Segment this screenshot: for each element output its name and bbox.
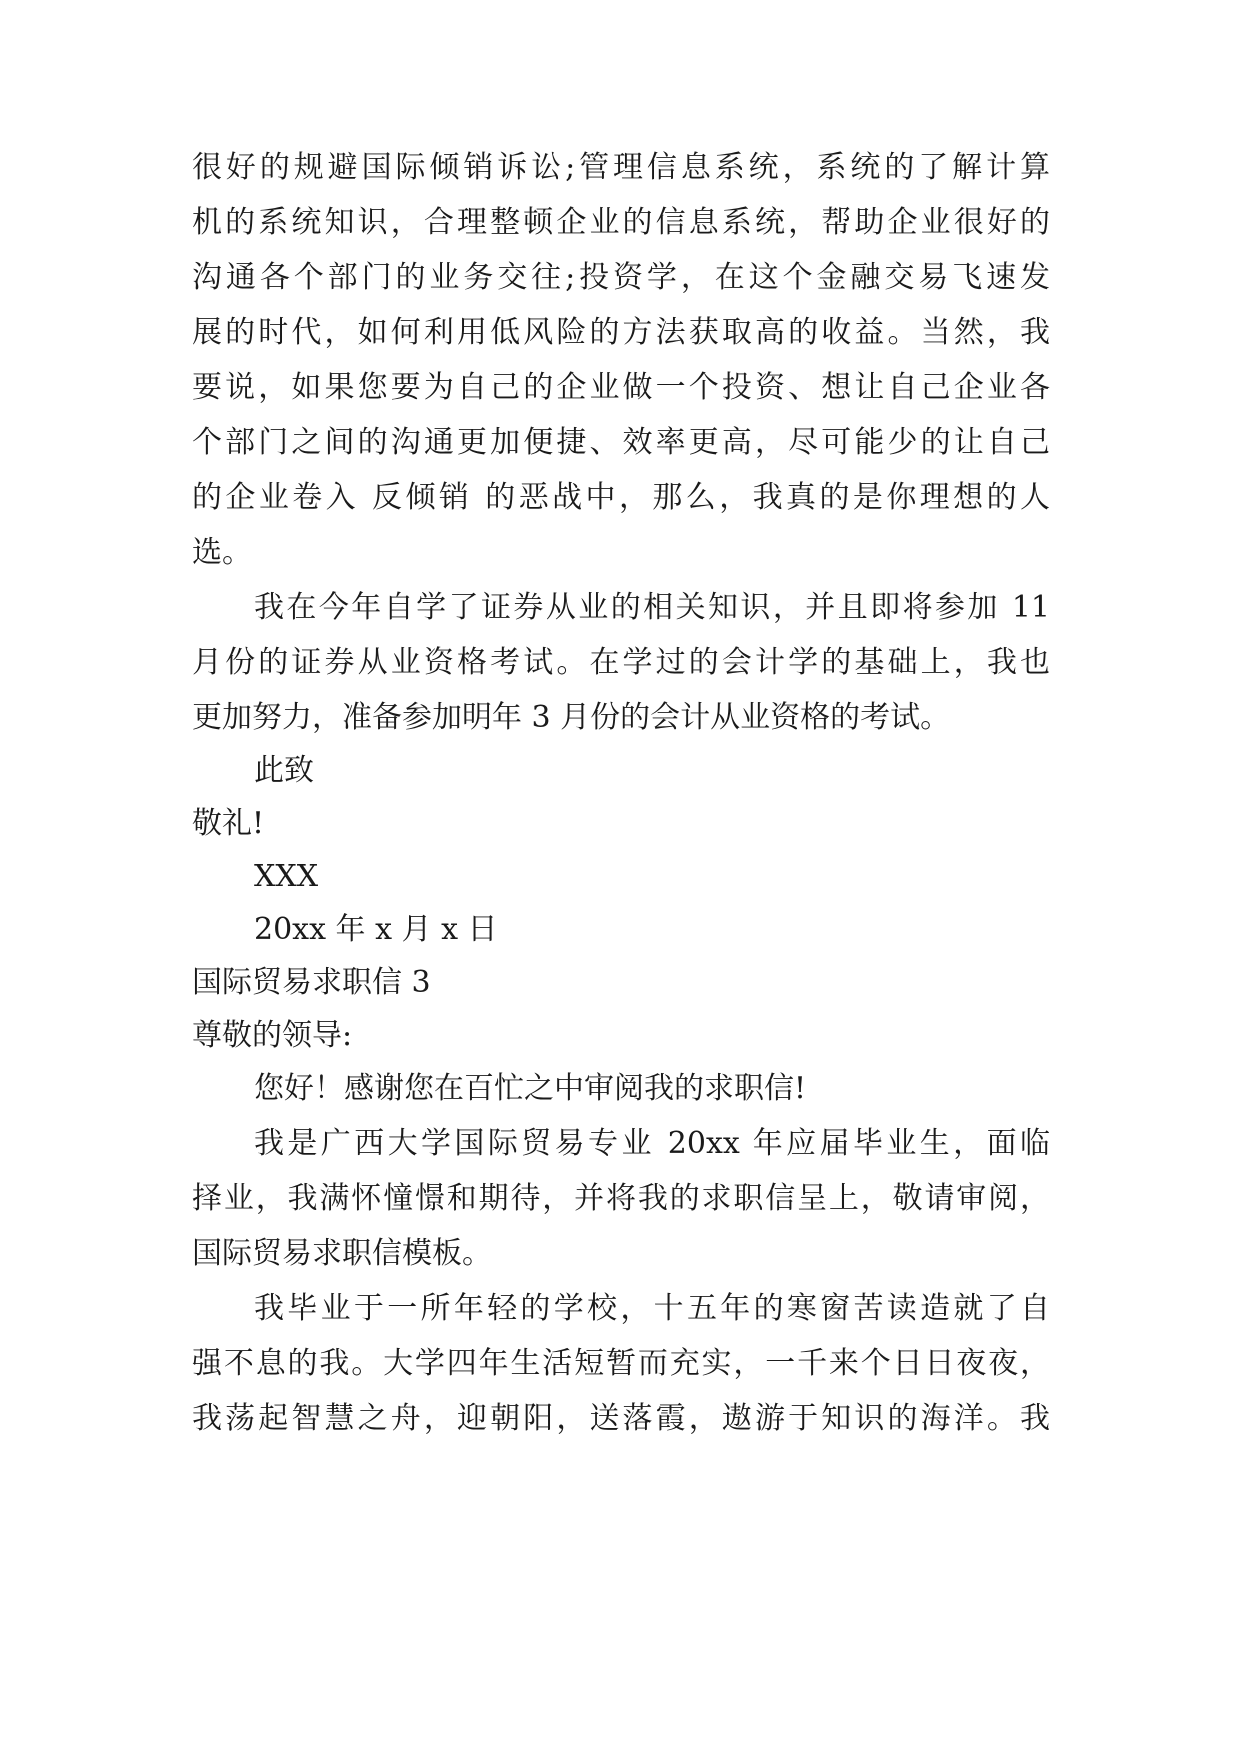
body-line: 我荡起智慧之舟，迎朝阳，送落霞，遨游于知识的海洋。我 xyxy=(192,1401,1050,1436)
body-line: 个部门之间的沟通更加便捷、效率更高，尽可能少的让自己 xyxy=(192,425,1050,460)
body-line: 选。 xyxy=(192,535,252,570)
letter-greeting: 尊敬的领导: xyxy=(192,1018,353,1053)
body-line: 机的系统知识，合理整顿企业的信息系统，帮助企业很好的 xyxy=(192,205,1050,240)
paragraph-first-line: 我在今年自学了证券从业的相关知识，并且即将参加 11 xyxy=(254,590,1050,625)
body-line: 强不息的我。大学四年生活短暂而充实，一千来个日日夜夜， xyxy=(192,1346,1050,1381)
body-line: 择业，我满怀憧憬和期待，并将我的求职信呈上，敬请审阅， xyxy=(192,1181,1050,1216)
opening-line: 您好！感谢您在百忙之中审阅我的求职信! xyxy=(254,1071,807,1106)
body-line: 更加努力，准备参加明年 3 月份的会计从业资格的考试。 xyxy=(192,700,951,735)
signature-name: XXX xyxy=(254,859,319,894)
body-line: 沟通各个部门的业务交往;投资学，在这个金融交易飞速发 xyxy=(192,260,1050,295)
body-line: 的企业卷入 反倾销 的恶战中，那么，我真的是你理想的人 xyxy=(192,480,1050,515)
closing-salutation: 此致 xyxy=(254,753,314,788)
signature-date: 20xx 年 x 月 x 日 xyxy=(254,912,498,947)
body-line: 很好的规避国际倾销诉讼;管理信息系统，系统的了解计算 xyxy=(192,150,1050,185)
body-line: 月份的证券从业资格考试。在学过的会计学的基础上，我也 xyxy=(192,645,1050,680)
body-line: 国际贸易求职信模板。 xyxy=(192,1236,492,1271)
body-line: 展的时代，如何利用低风险的方法获取高的收益。当然，我 xyxy=(192,315,1050,350)
paragraph-first-line: 我是广西大学国际贸易专业 20xx 年应届毕业生，面临 xyxy=(254,1126,1050,1161)
paragraph-first-line: 我毕业于一所年轻的学校，十五年的寒窗苦读造就了自 xyxy=(254,1291,1050,1326)
section-heading: 国际贸易求职信 3 xyxy=(192,965,431,1000)
body-line: 要说，如果您要为自己的企业做一个投资、想让自己企业各 xyxy=(192,370,1050,405)
closing-regards: 敬礼! xyxy=(192,806,265,841)
